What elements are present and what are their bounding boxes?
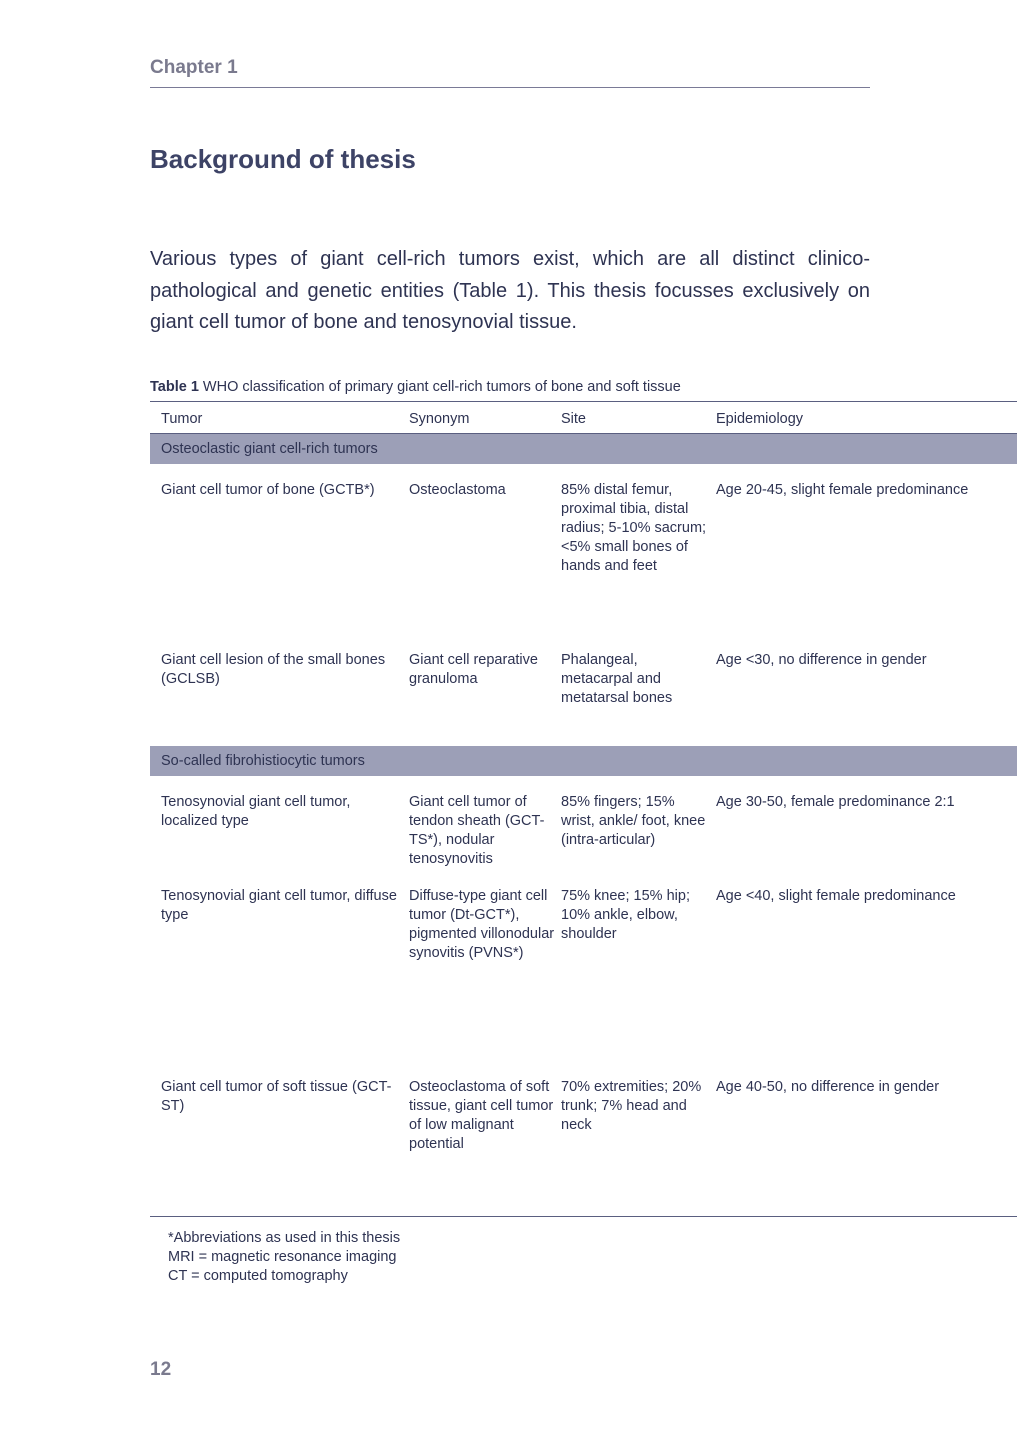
- table-notes: [168, 1229, 400, 1286]
- table-caption-text: WHO classification of primary giant cell-rich tumors of bone and soft tissue: [198, 379, 681, 395]
- cell-epidemiology: Age 20-45, slight female predominance: [716, 482, 969, 498]
- cell-synonym: Giant cell tumor of tendon sheath (GCT-TS*), nodular tenosynovitis: [409, 794, 545, 867]
- table-caption-label: Table 1: [150, 379, 199, 395]
- table-row: [150, 1078, 1017, 1188]
- cell-epidemiology: Age 40-50, no difference in gender: [716, 1079, 940, 1095]
- mri-note: MRI = magnetic resonance imaging: [168, 1249, 397, 1265]
- cell-site: 70% extremities; 20% trunk; 7% head and neck: [561, 1079, 702, 1133]
- table-row: [150, 776, 1017, 887]
- cell-tumor: Giant cell tumor of soft tissue (GCT-ST): [161, 1079, 392, 1114]
- section-header-fibrohistiocytic: So-called fibrohistiocytic tumors: [150, 746, 1017, 776]
- page-number: 12: [150, 1359, 172, 1380]
- cell-synonym: Osteoclastoma of soft tissue, giant cell tumor of low malignant potential: [409, 1079, 554, 1152]
- page-title: Background of thesis: [150, 144, 416, 174]
- cell-site: Phalangeal, metacarpal and metatarsal bones: [561, 652, 673, 706]
- cell-epidemiology: Age <40, slight female predominance: [716, 888, 956, 904]
- cell-synonym: Osteoclastoma: [409, 482, 506, 498]
- table-row: [150, 887, 1017, 1078]
- column-header-site: Site: [561, 411, 586, 427]
- chapter-divider: [150, 87, 870, 88]
- intro-paragraph: Various types of giant cell-rich tumors exist, which are all distinct clinico-pathological and genetic entities (Table 1). This thesis focusses exclusively on giant cell tumor of bone and tenosynovial tissue.: [150, 248, 870, 333]
- ct-note: CT = computed tomography: [168, 1268, 348, 1284]
- cell-site: 85% distal femur, proximal tibia, distal radius; 5-10% sacrum; <5% small bones of hands and feet: [561, 482, 707, 574]
- table-caption: [150, 379, 681, 395]
- classification-table: [150, 401, 1017, 1188]
- section-header-osteoclastic: Osteoclastic giant cell-rich tumors: [150, 434, 1017, 464]
- chapter-label: Chapter 1: [150, 57, 238, 78]
- cell-epidemiology: Age <30, no difference in gender: [716, 652, 927, 668]
- cell-tumor: Giant cell lesion of the small bones (GCLSB): [161, 652, 386, 687]
- cell-synonym: Giant cell reparative granuloma: [409, 652, 538, 687]
- cell-tumor: Tenosynovial giant cell tumor, localized type: [161, 794, 351, 829]
- cell-site: 75% knee; 15% hip; 10% ankle, elbow, shoulder: [561, 888, 690, 942]
- abbreviation-note: *Abbreviations as used in this thesis: [168, 1230, 401, 1246]
- column-header-tumor: Tumor: [161, 411, 203, 427]
- cell-site: 85% fingers; 15% wrist, ankle/ foot, knee (intra-articular): [561, 794, 706, 848]
- table-row: [150, 651, 1017, 746]
- column-header-epidemiology: Epidemiology: [716, 411, 804, 427]
- column-header-synonym: Synonym: [409, 411, 470, 427]
- cell-epidemiology: Age 30-50, female predominance 2:1: [716, 794, 955, 810]
- table-row: [150, 464, 1017, 651]
- cell-tumor: Giant cell tumor of bone (GCTB*): [161, 482, 375, 498]
- table-bottom-rule: [150, 1216, 1017, 1217]
- table-header-row: [150, 402, 1017, 434]
- cell-synonym: Diffuse-type giant cell tumor (Dt-GCT*), pigmented villonodular synovitis (PVNS*): [409, 888, 555, 961]
- cell-tumor: Tenosynovial giant cell tumor, diffuse type: [161, 888, 397, 923]
